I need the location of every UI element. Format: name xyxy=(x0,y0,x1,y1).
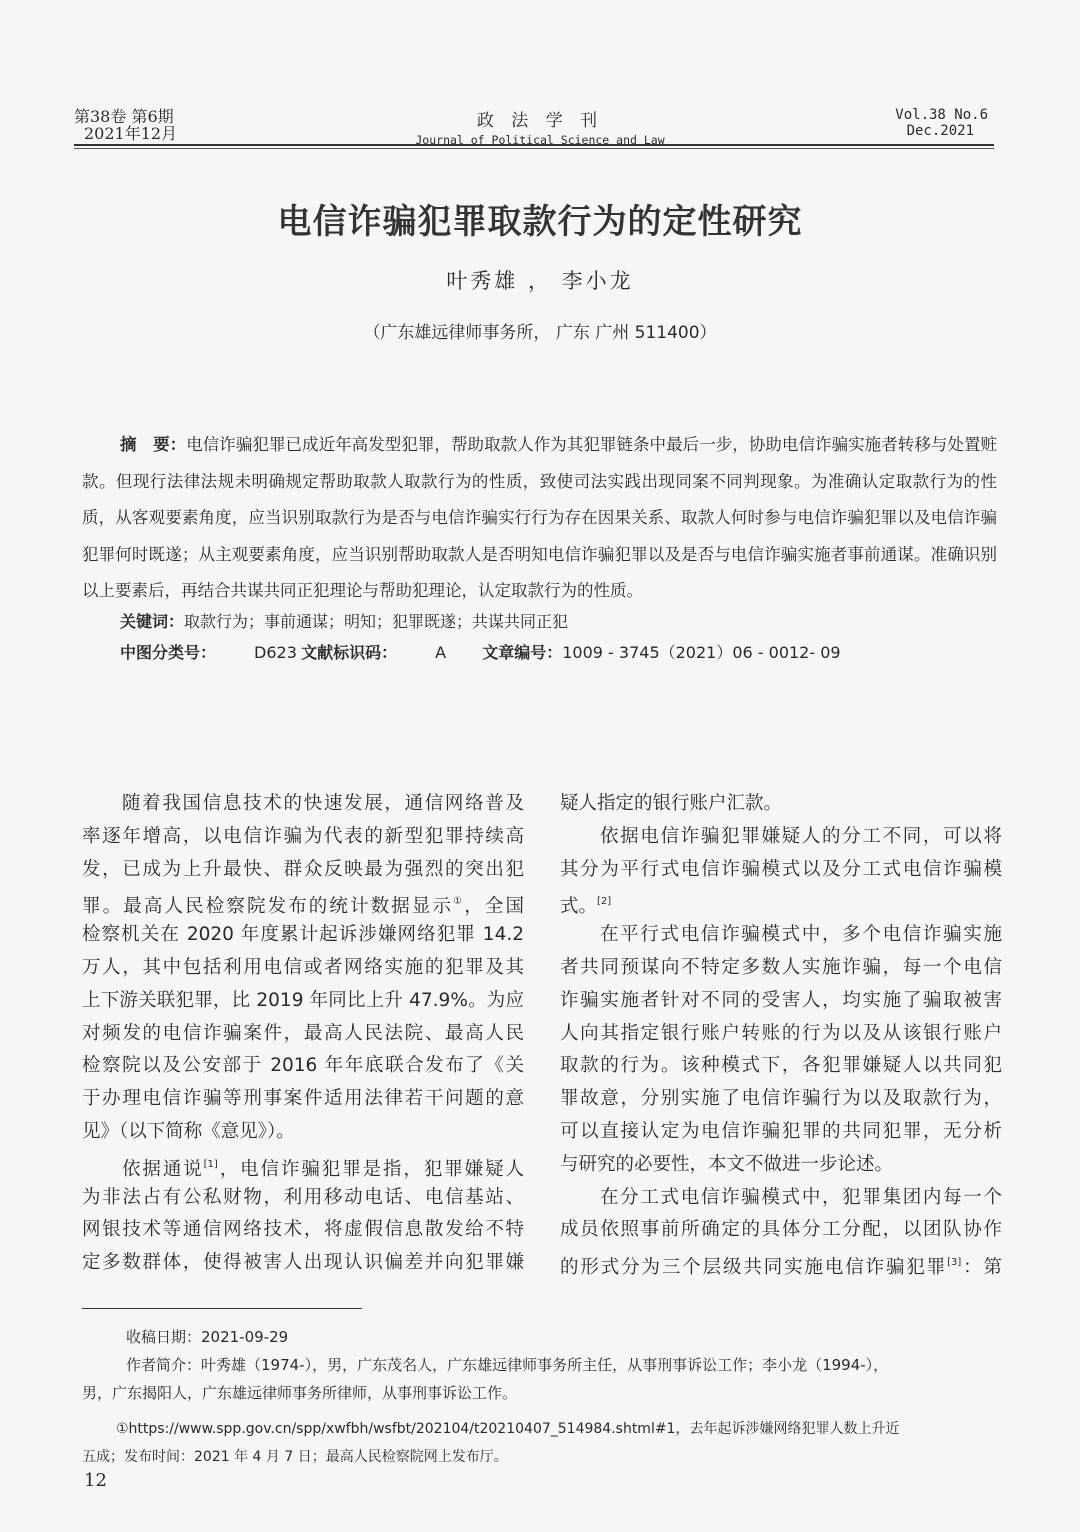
keywords-label: 关键词： xyxy=(120,611,185,631)
line-text: 罪。最高人民检察院发布的统计数据显示 xyxy=(82,896,454,918)
body-line xyxy=(82,1083,524,1116)
author-bio: 作者简介：叶秀雄（1974-），男，广东茂名人，广东雄远律师事务所主任，从事刑事诉讼工作；李小龙（1994-）， xyxy=(126,1356,889,1374)
date-en: Dec.2021 xyxy=(906,123,974,139)
abstract-text xyxy=(82,427,997,610)
issue-info-en xyxy=(860,107,988,139)
body-line xyxy=(82,1116,524,1149)
line-text: 万人，其中包括利用电信或者网络实施的犯罪及其 xyxy=(82,956,524,978)
date-cn: 2021年12月 xyxy=(84,124,178,143)
body-line xyxy=(82,788,524,821)
journal-name-en: Journal of Political Science and Law xyxy=(415,133,665,147)
citation-mark: [3] xyxy=(947,1257,962,1269)
line-text: 可以直接认定为电信诈骗犯罪的共同犯罪，无分析 xyxy=(560,1120,1002,1142)
abstract-label: 摘 要： xyxy=(120,435,187,454)
header-rule-thin xyxy=(74,148,994,149)
line-text: 式。 xyxy=(560,896,598,918)
line-text: 成员依照事前所确定的具体分工分配，以团队协作 xyxy=(560,1219,1002,1241)
article-authors: 叶秀雄 ， 李小龙 xyxy=(446,269,634,293)
line-text-cont: ：第 xyxy=(961,1257,1002,1279)
body-line xyxy=(560,1083,1002,1116)
body-line xyxy=(560,886,1002,919)
body-line xyxy=(82,1050,524,1083)
header-rule xyxy=(74,144,994,146)
article-no-value: 1009 - 3745（2021）06 - 0012- 09 xyxy=(562,642,841,662)
author-affiliation: （广东雄远律师事务所， 广东 广州 511400） xyxy=(363,323,717,343)
footnote-rule xyxy=(82,1308,362,1309)
clc-value: D623 xyxy=(254,642,297,662)
body-line xyxy=(82,886,524,919)
doc-code-value: A xyxy=(435,642,447,662)
body-line xyxy=(560,1214,1002,1247)
clc-label: 中图分类号： xyxy=(120,642,217,662)
line-text: 网银技术等通信网络技术，将虚假信息散发给不特 xyxy=(82,1219,524,1241)
line-text: 罪故意，分别实施了电信诈骗行为以及取款行为， xyxy=(560,1088,1002,1110)
journal-name-cn: 政 法 学 刊 xyxy=(476,111,604,131)
line-text: 在分工式电信诈骗模式中，犯罪集团内每一个 xyxy=(600,1186,1002,1208)
body-line xyxy=(82,985,524,1018)
line-text: 依据通说 xyxy=(122,1158,204,1180)
line-text: 其分为平行式电信诈骗模式以及分工式电信诈骗模 xyxy=(560,858,1002,880)
line-text-cont: ，全国 xyxy=(464,896,524,918)
body-line xyxy=(560,854,1002,887)
keywords xyxy=(82,606,997,638)
volume-en: Vol.38 No.6 xyxy=(895,107,988,123)
body-line xyxy=(560,1050,1002,1083)
citation-mark: [1] xyxy=(203,1158,218,1170)
body-line xyxy=(560,1182,1002,1215)
line-text: 为非法占有公私财物，利用移动电话、电信基站、 xyxy=(82,1186,524,1208)
line-text: 的形式分为三个层级共同实施电信诈骗犯罪 xyxy=(560,1257,948,1279)
volume-cn: 第38卷 第6期 xyxy=(74,107,174,126)
page-number: 12 xyxy=(84,1470,107,1491)
body-line xyxy=(560,1149,1002,1182)
body-line xyxy=(560,985,1002,1018)
body-line xyxy=(82,1247,524,1280)
body-line xyxy=(82,1018,524,1051)
body-line xyxy=(82,854,524,887)
body-line xyxy=(560,952,1002,985)
footnotes xyxy=(82,1323,1007,1471)
abstract xyxy=(82,427,997,668)
classification-row xyxy=(82,638,997,668)
body-line xyxy=(82,1149,524,1182)
body-line xyxy=(82,919,524,952)
body-line xyxy=(560,1247,1002,1280)
line-text: 随着我国信息技术的快速发展，通信网络普及 xyxy=(122,793,524,814)
keywords-value: 取款行为；事前通谋；明知；犯罪既遂；共谋共同正犯 xyxy=(184,611,569,631)
line-text: 人向其指定银行账户转账的行为以及从该银行账户 xyxy=(560,1022,1002,1044)
line-text: 者共同预谋向不特定多数人实施诈骗，每一个电信 xyxy=(560,956,1002,978)
line-text: 检察机关在 2020 年度累计起诉涉嫌网络犯罪 14.2 xyxy=(82,924,524,946)
body-line xyxy=(82,1182,524,1215)
line-text: 见》（以下简称《意见》）。 xyxy=(82,1120,295,1142)
line-text: 检察院以及公安部于 2016 年年底联合发布了《关 xyxy=(82,1055,524,1077)
footnote-1-cont: 五成；发布时间：2021 年 4 月 7 日；最高人民检察院网上发布厅。 xyxy=(82,1449,508,1465)
line-text: 发，已成为上升最快、群众反映最为强烈的突出犯 xyxy=(82,858,524,880)
line-text: 对频发的电信诈骗案件，最高人民法院、最高人民 xyxy=(82,1022,524,1044)
line-text-cont: ，电信诈骗犯罪是指，犯罪嫌疑人 xyxy=(217,1158,524,1180)
line-text: 疑人指定的银行账户汇款。 xyxy=(560,793,783,814)
article-title: 电信诈骗犯罪取款行为的定性研究 xyxy=(277,202,803,242)
body-line xyxy=(82,1214,524,1247)
doc-code-label: 文献标识码： xyxy=(301,642,398,662)
body-line xyxy=(82,821,524,854)
body-line xyxy=(560,1116,1002,1149)
body-column-right xyxy=(560,788,1002,1280)
body-line xyxy=(560,1018,1002,1051)
line-text: 依据电信诈骗犯罪嫌疑人的分工不同，可以将 xyxy=(600,825,1002,847)
line-text: 上下游关联犯罪，比 2019 年同比上升 47.9%。为应 xyxy=(82,989,524,1011)
citation-mark: [2] xyxy=(597,896,612,908)
abstract-body: 电信诈骗犯罪已成近年高发型犯罪，帮助取款人作为其犯罪链条中最后一步，协助电信诈骗实施者转移与处置赃款。但现行法律法规未明确规定帮助取款人取款行为的性质，致使司法实践出现同案不同判现象。为准确认定取款行为的性质，从客观要素角度，应当识别取款行为是否与电信诈骗实行行为存在因果关系、取款人何时参与电信诈骗犯罪以及电信诈骗犯罪何时既遂；从主观要素角度，应当识别帮助取款人是否明知电信诈骗犯罪以及是否与电信诈骗实施者事前通谋。准确识别以上要素后，再结合共谋共同正犯理论与帮助犯理论，认定取款行为的性质。 xyxy=(82,435,998,601)
footnote-1: ①https://www.spp.gov.cn/spp/xwfbh/wsfbt/202104/t20210407_514984.shtml#1，去年起诉涉嫌网络犯罪人数上升近 xyxy=(116,1421,900,1437)
line-text: 于办理电信诈骗等刑事案件适用法律若干问题的意 xyxy=(82,1088,524,1110)
author-bio-cont: 男，广东揭阳人，广东雄远律师事务所律师，从事刑事诉讼工作。 xyxy=(82,1384,518,1402)
article-no-label: 文章编号： xyxy=(482,642,563,662)
line-text: 诈骗实施者针对不同的受害人，均实施了骗取被害 xyxy=(560,989,1002,1011)
received-date: 收稿日期：2021-09-29 xyxy=(126,1328,289,1346)
line-text: 定多数群体，使得被害人出现认识偏差并向犯罪嫌 xyxy=(82,1252,524,1274)
body-line xyxy=(560,788,1002,821)
line-text: 与研究的必要性，本文不做进一步论述。 xyxy=(560,1153,894,1175)
body-line xyxy=(560,821,1002,854)
line-text: 取款的行为。该种模式下，各犯罪嫌疑人以共同犯 xyxy=(560,1055,1002,1077)
line-text: 在平行式电信诈骗模式中，多个电信诈骗实施 xyxy=(600,924,1002,946)
body-line xyxy=(560,919,1002,952)
citation-mark: ① xyxy=(453,896,465,908)
line-text: 率逐年增高，以电信诈骗为代表的新型犯罪持续高 xyxy=(82,825,524,847)
body-line xyxy=(82,952,524,985)
body-column-left xyxy=(82,788,524,1280)
